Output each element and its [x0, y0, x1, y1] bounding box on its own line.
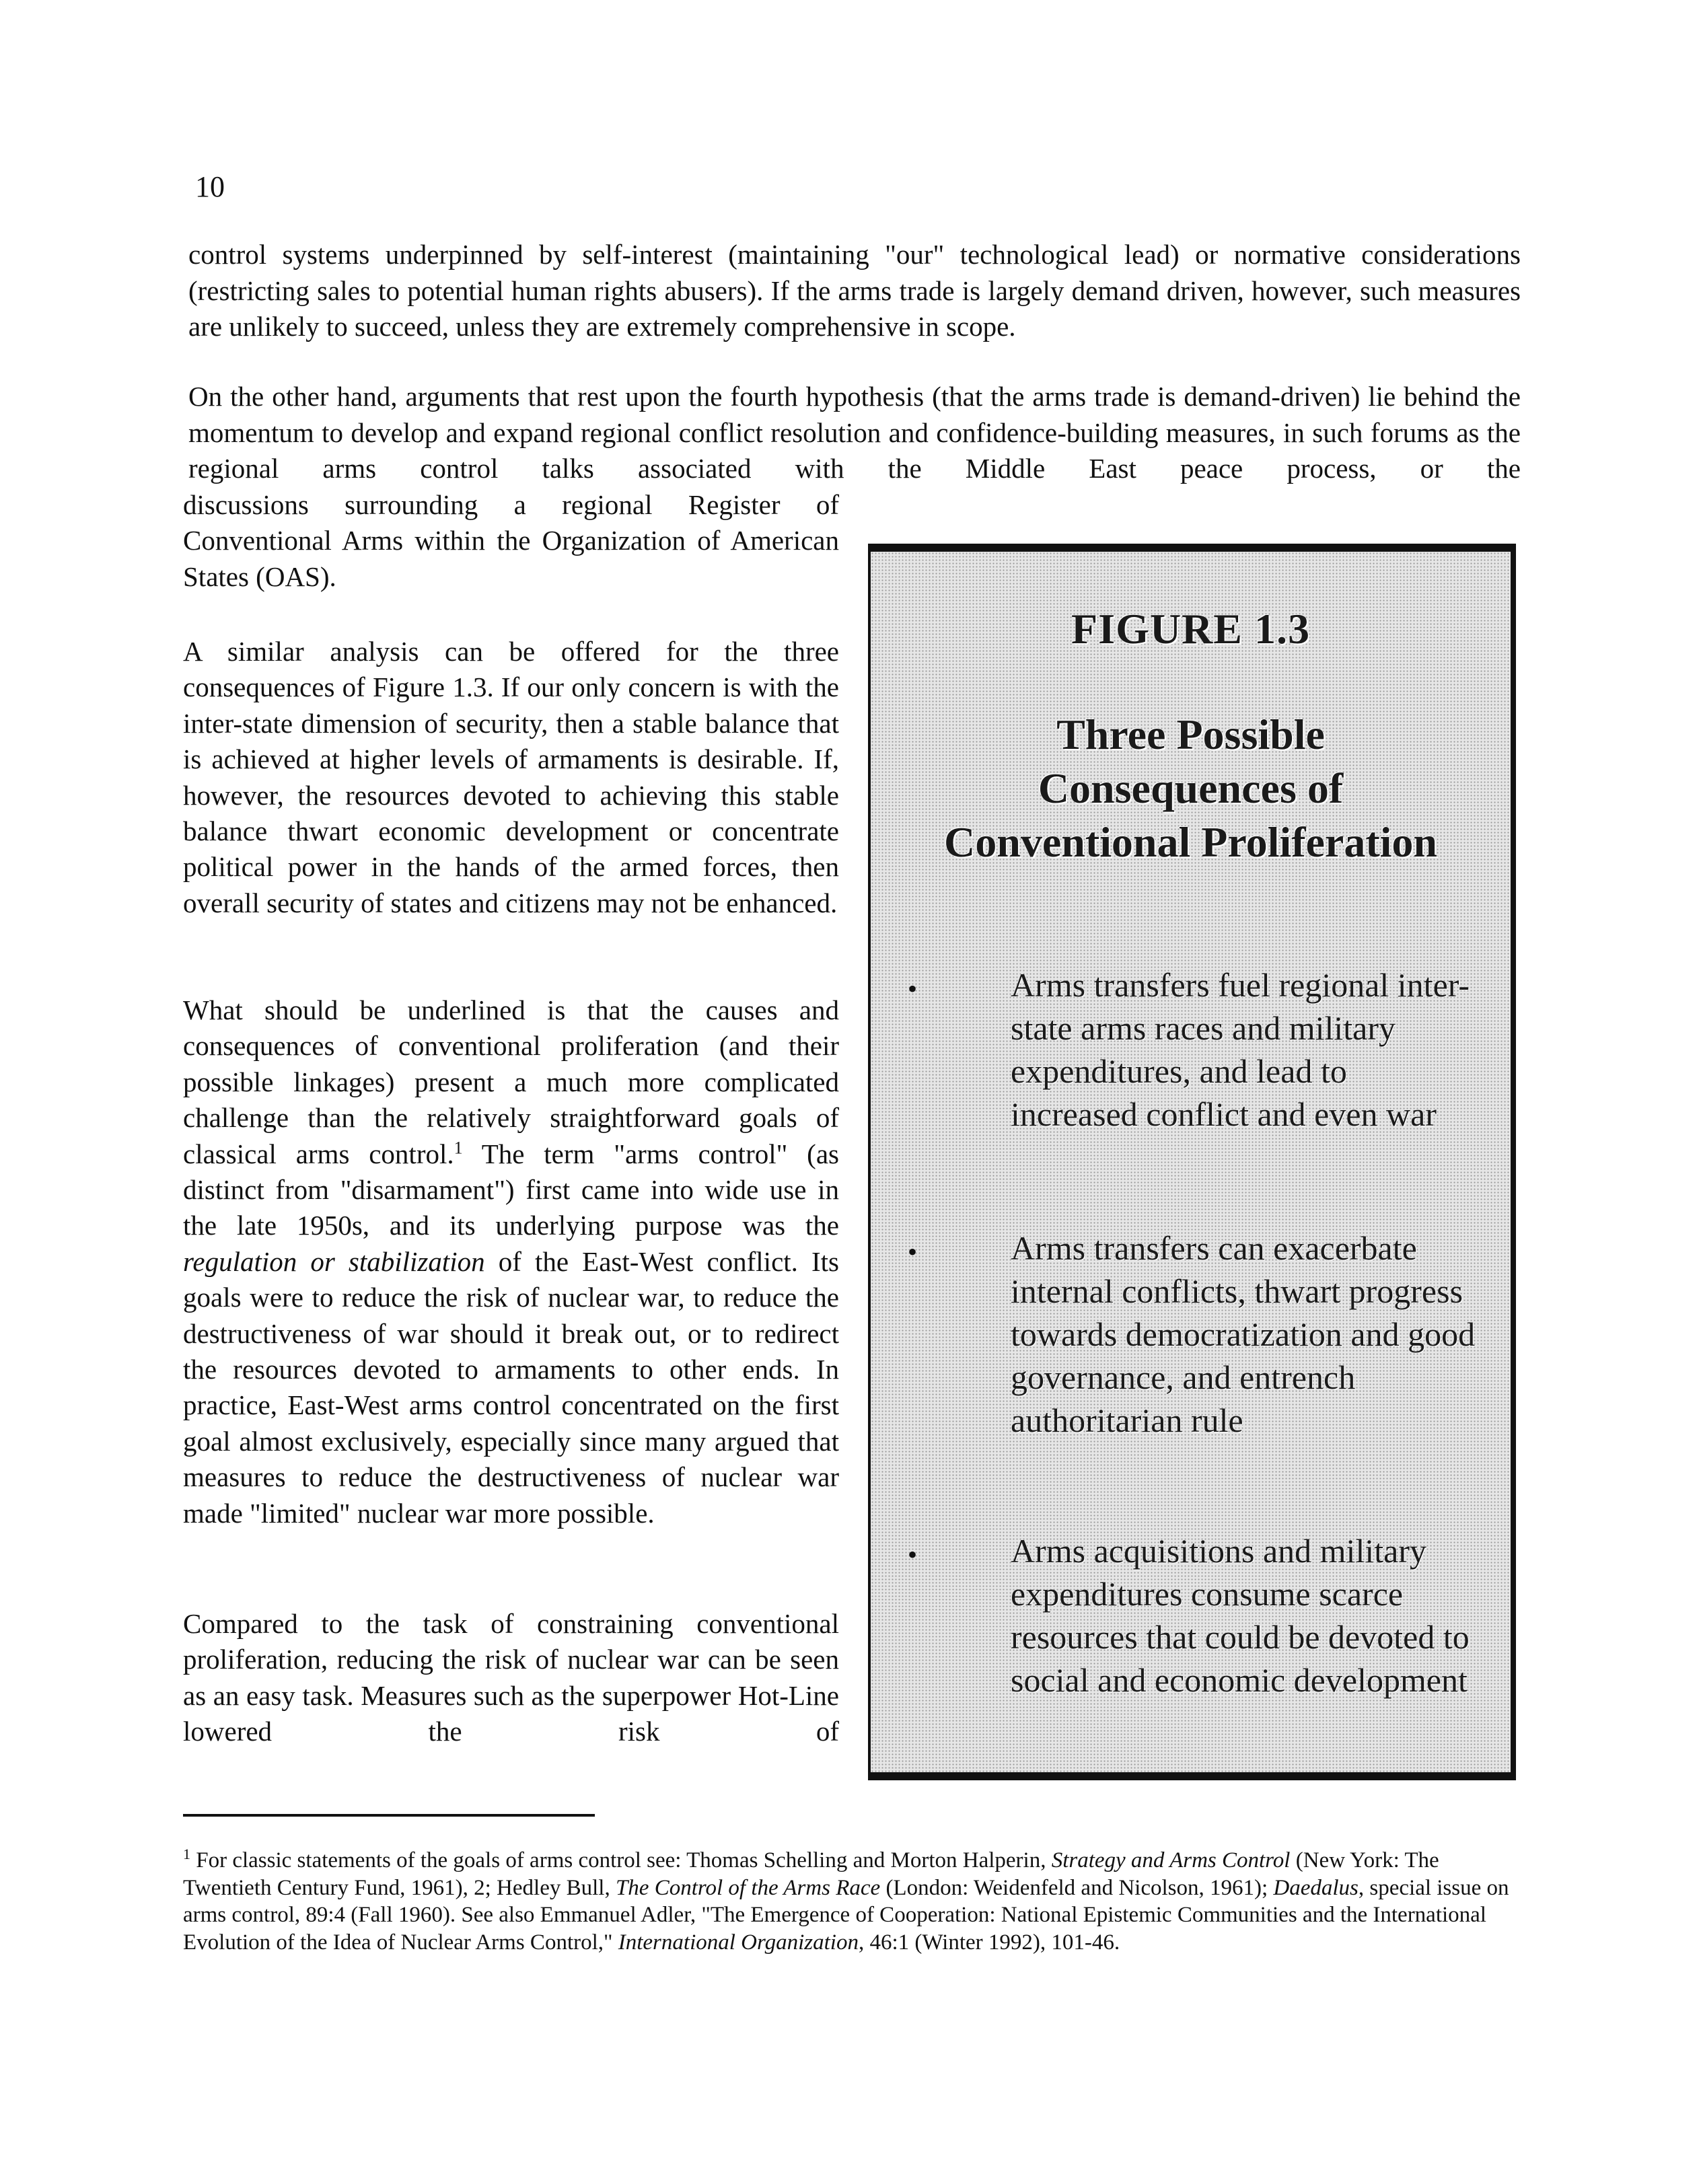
figure-box [868, 544, 1516, 1780]
paragraph-fourth-hypothesis-continued [183, 487, 839, 595]
italic-text: The Control of the Arms Race [615, 1875, 881, 1900]
italic-text: regulation or stabilization [183, 1245, 485, 1277]
bullet-text: Arms transfers fuel regional inter-state arms races and military expenditures, and lead to increased conflict and even war [1011, 966, 1470, 1133]
paragraph-nuclear-comparison [183, 1606, 839, 1786]
figure-title-line: Three Possible [1056, 711, 1325, 758]
footnote-divider [183, 1814, 595, 1817]
text-run: of the East-West conflict. Its goals were to reduce the risk of nuclear war, to reduce the destructiveness of war should it break out, or to redirect the resources devoted to armaments to other ends. In practice, East-West arms control concentrated on the first goal almost exclusively, especially since many argued that measures to reduce the destructiveness of nuclear war made "limited" nuclear war more possible. [183, 1245, 839, 1529]
page-number: 10 [195, 170, 225, 203]
footnote-number: 1 [183, 1846, 190, 1862]
footnote [183, 1847, 1522, 1956]
figure-title-line: Conventional Proliferation [944, 818, 1437, 866]
italic-text: Strategy and Arms Control [1051, 1848, 1291, 1872]
figure-title-line: Consequences of [1038, 764, 1344, 812]
text-run: (London: Weidenfeld and Nicolson, 1961); [880, 1875, 1274, 1900]
bullet-icon: • [908, 1237, 918, 1267]
text-run: What should be underlined is that the causes and consequences of conventional proliferation (and their possible linkages) present a much more complicated challenge than the relatively straightforward goals of classical arms control. [183, 994, 839, 1169]
bullet-icon: • [908, 974, 918, 1004]
paragraph-fourth-hypothesis: On the other hand, arguments that rest upon the fourth hypothesis (that the arms trade is demand-driven) lie behind the momentum to develop and expand regional conflict resolution and confidence-building measures, in such forums as the regional arms control talks associated with the Middle East peace process, or the [188, 381, 1521, 484]
bullet-text: Arms acquisitions and military expenditures consume scarce resources that could be devoted to social and economic development [1011, 1532, 1470, 1699]
bullet-text: Arms transfers can exacerbate internal conflicts, thwart progress towards democratization and good governance, and entrench authoritarian rule [1011, 1229, 1476, 1439]
paragraph-text: A similar analysis can be offered for the three consequences of Figure 1.3. If our only concern is with the inter-state dimension of security, then a stable balance that is achieved at higher levels of armaments is desirable. If, however, the resources devoted to achieving this stable balance thwart economic development or concentrate political power in the hands of the armed forces, then overall security of states and citizens may not be enhanced. [183, 636, 839, 918]
figure-label: FIGURE 1.3 [1071, 605, 1310, 653]
text-run: , special issue on arms control, 89:4 (Fall 1960). See also Emmanuel Adler, "The Emergence of Cooperation: National Epistemic Communities and the International Evolution of the Idea of Nuclear Arms Control," [183, 1875, 1509, 1955]
paragraph-arms-control-goals [183, 992, 839, 1531]
figure-title [871, 708, 1511, 869]
footnote-reference: 1 [454, 1137, 463, 1157]
text-run: The term "arms control" (as distinct from "disarmament") first came into wide use in the late 1950s, and its underlying purpose was the [183, 1138, 839, 1241]
paragraph-intro: control systems underpinned by self-interest (maintaining "our" technological lead) or normative considerations (restricting sales to potential human rights abusers). If the arms trade is largely demand driven, however, such measures are unlikely to succeed, unless they are extremely comprehensive in scope. [188, 239, 1521, 342]
italic-text: International Organization [618, 1930, 859, 1955]
paragraph-text: Compared to the task of constraining conventional proliferation, reducing the risk of nuclear war can be seen as an easy task. Measures such as the superpower Hot-Line lowered the risk of [183, 1608, 839, 1747]
bullet-icon: • [908, 1539, 918, 1570]
text-run: For classic statements of the goals of arms control see: Thomas Schelling and Morton Halperin, [190, 1848, 1052, 1872]
paragraph-text: discussions surrounding a regional Register of Conventional Arms within the Organization of American States (OAS). [183, 489, 839, 592]
text-run: , 46:1 (Winter 1992), 101-46. [858, 1930, 1120, 1955]
paragraph-similar-analysis [183, 634, 839, 921]
paragraph-text [183, 992, 839, 1531]
italic-text: Daedalus [1273, 1875, 1359, 1900]
text-run: (New York: The Twentieth Century Fund, 1961), 2; Hedley Bull, [183, 1848, 1439, 1900]
